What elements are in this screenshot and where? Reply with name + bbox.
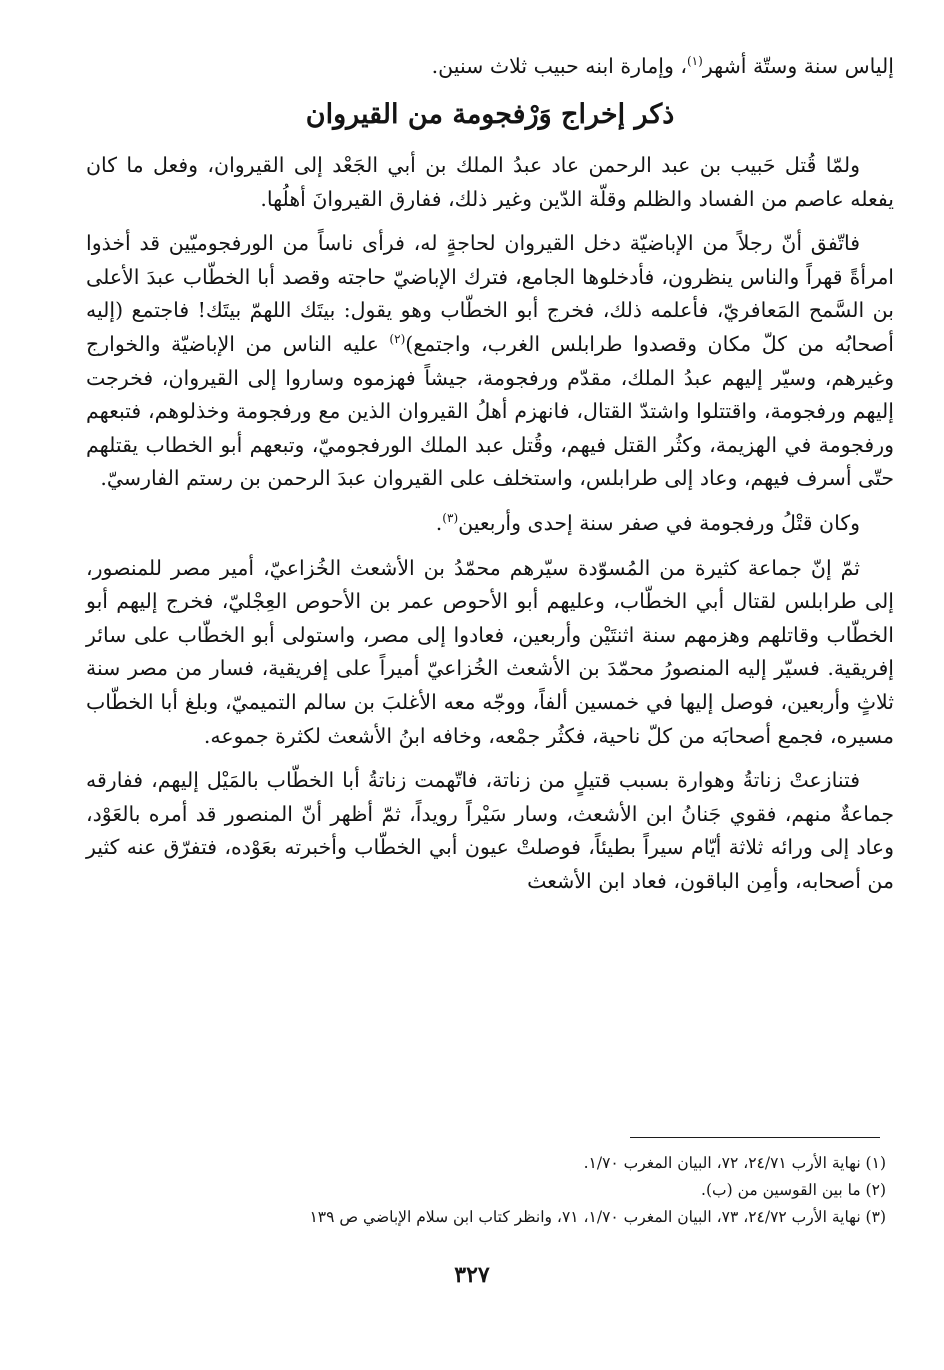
paragraph-2 bbox=[86, 227, 894, 496]
paragraph-text: ثمّ إنّ جماعة كثيرة من المُسوّدة سيّرهم محمّدُ بن الأشعث الخُزاعيّ، أمير مصر للمنصور، إلى طرابلس لقتال أبي الخطّاب، وعليهم أبو الأحوص عمر بن الأحوص العِجْليّ، فخرج إليهم أبو الخطّاب وقاتلهم وهزمهم سنة اثنتَيْن وأربعين، فعادوا إلى مصر، واستولى أبو الخطّاب على سائر إفريقية. فسيّر إليه المنصورُ محمّدَ بن الأشعث الخُزاعيّ أميراً على إفريقية، فسار من مصر سنة ثلاثٍ وأربعين، فوصل إليها في خمسين ألفاً، ووجّه معه الأغلبَ بن سالم التميميّ، وبلغ أبا الخطّاب مسيره، فجمع أصحابَه من كلّ ناحية، فكثُر جمْعه، وخافه ابنُ الأشعث لكثرة جموعه. bbox=[86, 555, 894, 748]
paragraph-text: ولمّا قُتل حَبيب بن عبد الرحمن عاد عبدُ الملك بن أبي الجَعْد إلى القيروان، وفعل ما كان يفعله عاصم من الفساد والظلم وقلّة الدّين وغير ذلك، ففارق القيروانَ أهلُها. bbox=[86, 153, 894, 211]
page-number: ٣٢٧ bbox=[454, 1262, 490, 1288]
footnote-2: (٢) ما بين القوسين من (ب). bbox=[701, 1181, 886, 1199]
paragraph-text: فتنازعتْ زناتةُ وهوارة بسبب قتيلٍ من زناتة، فاتّهمت زناتةُ أبا الخطّاب بالمَيْل إليهم، ففارقه جماعةٌ منهم، فقوي جَنانُ ابن الأشعث، وسار سَيْراً رويداً، ثمّ أظهر أنّ المنصور قد أمره بالعَوْد، وعاد إلى ورائه ثلاثة أيّام سيراً بطيئاً، فوصلتْ عيون أبي الخطّاب وأخبرته بعَوْده، فتفرّق عنه كثير من أصحابه، وأمِن الباقون، فعاد ابن الأشعث bbox=[86, 768, 894, 893]
paragraph-text-rest: عليه الناس من الإباضيّة والخوارج وغيرهم، وسيّر إليهم عبدُ الملك، مقدّم ورفجومة، جيشاً فهزموه وساروا إلى القيروان، فخرجت إليهم ورفجومة، واقتتلوا واشتدّ القتال، فانهزم أهلُ القيروان الذين مع ورفجومة وخذلوهم، فتبعهم ورفجومة في الهزيمة، وكثُر القتل فيهم، وقُتل عبد الملك الورفجوميّ، وتبعهم أبو الخطاب يقتلهم حتّى أسرف فيهم، وعاد إلى طرابلس، واستخلف على القيروان عبدَ الرحمن بن رستم الفارسيّ. bbox=[86, 331, 894, 491]
opening-text-rest: ، وإمارة ابنه حبيب ثلاث سنين. bbox=[431, 54, 687, 78]
footnote-1: (١) نهاية الأرب ٢٤/٧١، ٧٢، البيان المغرب ١/٧٠. bbox=[583, 1154, 886, 1172]
paragraph-5 bbox=[86, 764, 894, 898]
paragraph-text-rest: . bbox=[435, 510, 443, 535]
footnote-marker-1: (١) bbox=[686, 54, 703, 69]
footnote-marker-3: (٣) bbox=[442, 511, 459, 526]
footnote-3: (٣) نهاية الأرب ٢٤/٧٢، ٧٣، البيان المغرب ١/٧٠، ٧١، وانظر كتاب ابن سلام الإباضي ص ١٣٩ bbox=[309, 1208, 886, 1226]
page-body bbox=[86, 50, 894, 909]
opening-text: إلياس سنة وستّة أشهر bbox=[702, 54, 894, 78]
footnote-divider bbox=[630, 1137, 880, 1138]
opening-line bbox=[86, 50, 894, 83]
paragraph-text: وكان قتْلُ ورفجومة في صفر سنة إحدى وأربعين bbox=[458, 510, 860, 535]
paragraph-3 bbox=[86, 507, 894, 541]
paragraph-4 bbox=[86, 552, 894, 754]
paragraph-1 bbox=[86, 149, 894, 216]
footnotes bbox=[86, 1150, 886, 1231]
section-heading: ذكر إخراج وَرْفجومة من القيروان bbox=[305, 99, 675, 130]
footnote-marker-2: (٢) bbox=[389, 332, 406, 347]
paragraph-text: فاتّفق أنّ رجلاً من الإباضيّة دخل القيروان لحاجةٍ له، فرأى ناساً من الورفجوميّين قد أخذوا امرأةً قهراً والناس ينظرون، فأدخلوها الجامع، فترك الإباضيّ حاجته وقصد أبا الخطّاب عبدَ الأعلى بن السَّمح المَعافريّ، فأعلمه ذلك، فخرج أبو الخطّاب وهو يقول: بيتَك اللهمّ بيتَك! فاجتمع (إليه أصحابُه من كلّ مكان وقصدوا طرابلس الغرب، واجتمع) bbox=[86, 231, 894, 356]
